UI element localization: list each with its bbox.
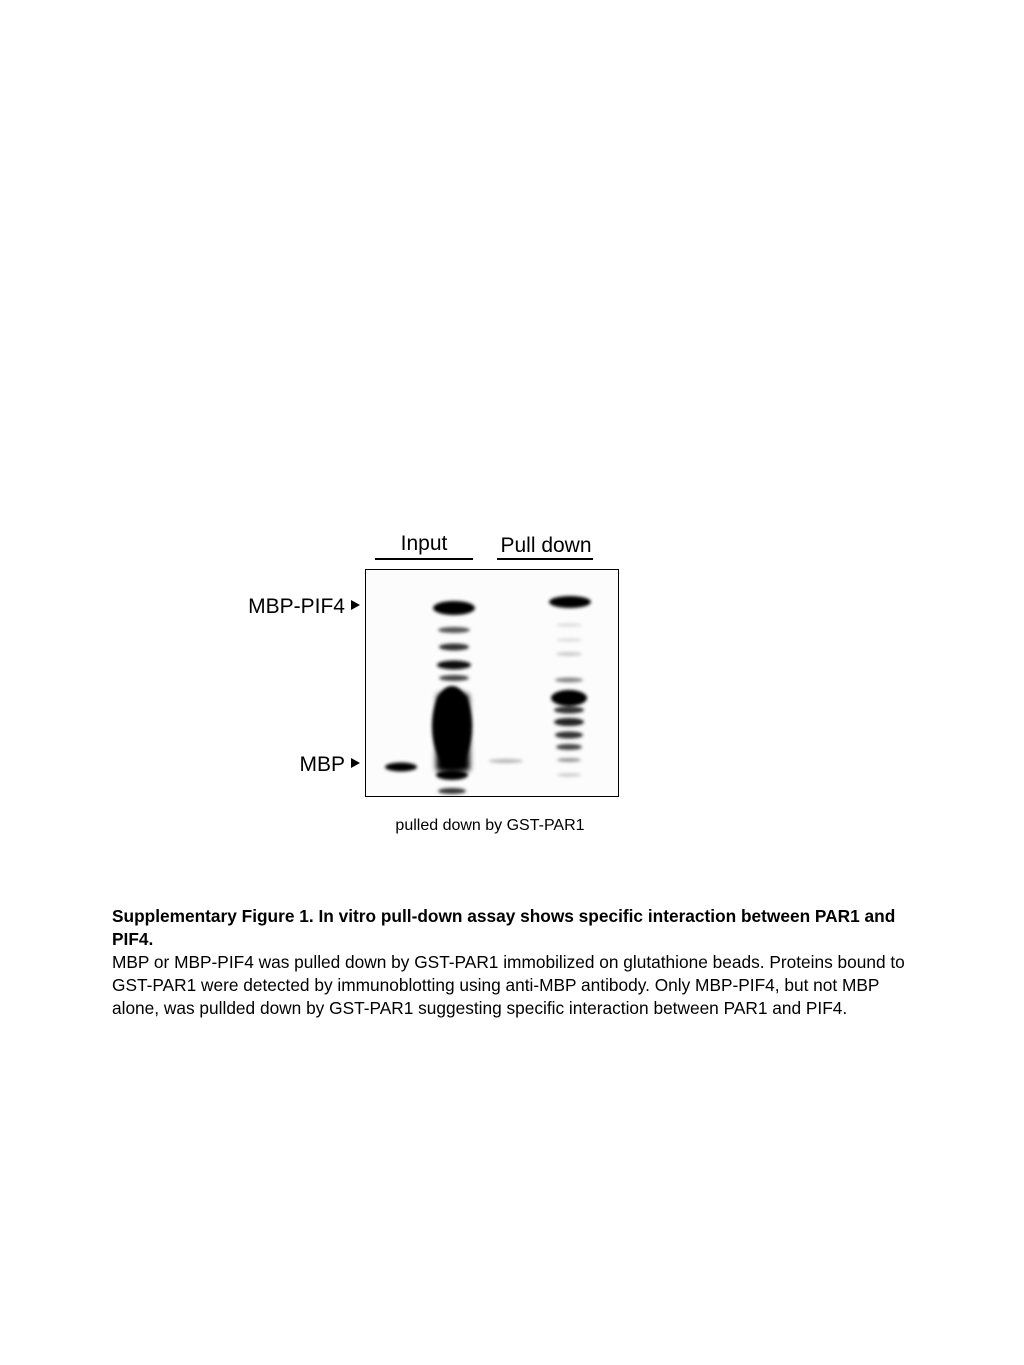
blot-image: [366, 570, 618, 796]
band-minor: [438, 627, 470, 633]
band-minor: [556, 744, 582, 750]
band-mbp-pif4-input: [433, 601, 475, 615]
band-minor: [437, 661, 471, 670]
mbp-pif4-marker: [200, 595, 360, 619]
mbp-marker-label: MBP: [299, 753, 345, 776]
band-mbp-pif4-pulldown: [549, 596, 591, 608]
band-strong: [551, 690, 587, 706]
band-minor: [557, 758, 581, 762]
legend-title: Supplementary Figure 1. In vitro pull-down assay shows specific interaction between PAR1 and PIF4.: [112, 906, 896, 949]
smear: [436, 692, 470, 774]
band-minor: [554, 718, 584, 726]
figure-legend: [112, 905, 927, 1020]
band-minor: [556, 623, 582, 627]
band-minor: [439, 644, 469, 651]
mbp-marker: [200, 753, 360, 777]
lane-3-mbp-pulldown: [489, 759, 523, 763]
lane-1-mbp-input: [385, 763, 417, 772]
band-mbp-pulldown-faint: [489, 759, 523, 763]
mbp-pif4-marker-label: MBP-PIF4: [248, 595, 345, 618]
pulldown-group-underline: [497, 558, 593, 560]
band-minor: [554, 707, 584, 714]
band-minor: [439, 675, 469, 681]
right-triangle-icon: [351, 758, 360, 768]
band-minor: [557, 773, 581, 777]
input-group-underline: [375, 558, 473, 560]
lane-4-mbp-pif4-pulldown: [549, 596, 591, 777]
band-minor: [556, 652, 582, 656]
blot-membrane: [365, 569, 619, 797]
band-minor: [555, 678, 583, 683]
band-minor: [556, 638, 582, 642]
band-mbp-input: [385, 763, 417, 772]
blot-caption: pulled down by GST-PAR1: [395, 817, 585, 834]
pulldown-group-label: Pull down: [500, 534, 592, 557]
right-triangle-icon: [351, 600, 360, 610]
legend-body: MBP or MBP-PIF4 was pulled down by GST-PAR1 immobilized on glutathione beads. Proteins bound to GST-PAR1 were detected by immunoblotting using anti-MBP antibody. Only MBP-PIF4, but not MBP alone, was pullded down by GST-PAR1 suggesting specific interaction between PAR1 and PIF4.: [112, 952, 905, 1018]
band-minor: [438, 788, 466, 794]
lane-2-mbp-pif4-input: [432, 601, 475, 794]
input-group-label: Input: [400, 532, 448, 555]
band-minor: [555, 732, 583, 739]
